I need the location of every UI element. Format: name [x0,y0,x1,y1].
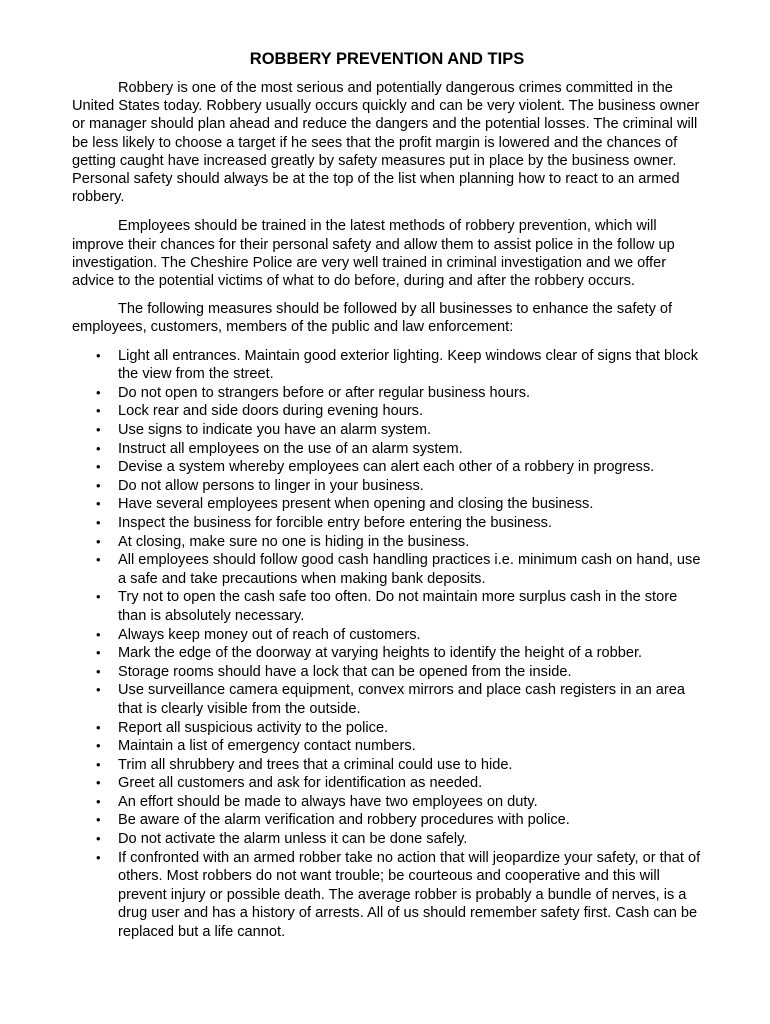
bullet-icon: • [96,514,101,530]
list-item-text: Devise a system whereby employees can alert each other of a robbery in progress. [118,459,655,476]
list-item-text: Have several employees present when opening and closing the business. [118,496,594,513]
list-item-text: If confronted with an armed robber take no action that will jeopardize your safety, or that of others. Most robbers do not want trouble; be courteous and cooperative and this will prevent injury or possible death. The average robber is probably a bundle of nerves, is a drug user and has a history of arrests. All of us should remember safety first. Cash can be replaced but a life cannot. [118,849,701,941]
list-item [72,514,702,533]
bullet-icon: • [96,738,101,754]
list-item-text: Maintain a list of emergency contact numbers. [118,738,416,755]
list-item-text: Do not activate the alarm unless it can be done safely. [118,831,468,848]
bullet-icon: • [96,533,101,549]
intro-paragraph: Robbery is one of the most serious and potentially dangerous crimes committed in the United States today. Robbery usually occurs quickly and can be very violent. The business owner or manager should plan ahead and reduce the dangers and the potential losses. The criminal will be less likely to choose a target if he sees that the profit margin is lowered and the chances of getting caught have increased greatly by safety measures put in place by the business owner. Personal safety should always be at the top of the list when planning how to react to an armed robbery. [72,80,700,206]
bullet-icon: • [96,793,101,809]
bullet-icon: • [96,849,101,865]
list-item [72,811,702,830]
bullet-icon: • [96,347,101,363]
document-title: ROBBERY PREVENTION AND TIPS [249,50,525,68]
list-item [72,830,702,849]
list-item-text: Try not to open the cash safe too often. Do not maintain more surplus cash in the store than is absolutely necessary. [118,589,678,624]
measures-intro-paragraph: The following measures should be followed by all businesses to enhance the safety of employees, customers, members of the public and law enforcement: [72,301,673,336]
list-item-text: Use signs to indicate you have an alarm system. [118,422,432,439]
list-item [72,402,702,421]
bullet-icon: • [96,403,101,419]
bullet-icon: • [96,459,101,475]
list-item [72,421,702,440]
list-item [72,793,702,812]
bullet-icon: • [96,812,101,828]
list-item [72,440,702,459]
list-item-text: Lock rear and side doors during evening hours. [118,403,424,420]
list-item [72,644,702,663]
bullet-icon: • [96,552,101,568]
list-item-text: Mark the edge of the doorway at varying heights to identify the height of a robber. [118,645,643,662]
list-item [72,774,702,793]
list-item-text: Be aware of the alarm verification and robbery procedures with police. [118,812,570,829]
list-item [72,737,702,756]
list-item [72,681,702,718]
bullet-icon: • [96,831,101,847]
list-item-text: Do not allow persons to linger in your business. [118,477,424,494]
list-item-text: An effort should be made to always have two employees on duty. [118,793,538,810]
list-item [72,477,702,496]
bullet-icon: • [96,663,101,679]
safety-measures-list [72,347,702,942]
list-item [72,626,702,645]
bullet-icon: • [96,626,101,642]
list-item-text: Do not open to strangers before or after regular business hours. [118,384,531,401]
bullet-icon: • [96,756,101,772]
list-item [72,384,702,403]
list-item [72,347,702,384]
list-item-text: Use surveillance camera equipment, convex mirrors and place cash registers in an area that is clearly visible from the outside. [118,682,685,717]
bullet-icon: • [96,496,101,512]
bullet-icon: • [96,775,101,791]
list-item-text: Trim all shrubbery and trees that a criminal could use to hide. [118,756,513,773]
list-item [72,495,702,514]
list-item [72,588,702,625]
list-item-text: Greet all customers and ask for identification as needed. [118,775,483,792]
list-item [72,551,702,588]
list-item-text: Storage rooms should have a lock that can be opened from the inside. [118,663,572,680]
list-item [72,458,702,477]
list-item [72,756,702,775]
list-item-text: At closing, make sure no one is hiding in the business. [118,533,470,550]
list-item-text: All employees should follow good cash handling practices i.e. minimum cash on hand, use a safe and take precautions when making bank deposits. [118,552,701,587]
document-page [72,49,702,942]
list-item [72,719,702,738]
bullet-icon: • [96,477,101,493]
bullet-icon: • [96,645,101,661]
bullet-icon: • [96,440,101,456]
bullet-icon: • [96,422,101,438]
list-item [72,849,702,942]
bullet-icon: • [96,384,101,400]
bullet-icon: • [96,719,101,735]
list-item-text: Always keep money out of reach of customers. [118,626,421,643]
list-item-text: Report all suspicious activity to the police. [118,719,389,736]
list-item-text: Inspect the business for forcible entry before entering the business. [118,514,553,531]
bullet-icon: • [96,682,101,698]
training-paragraph: Employees should be trained in the latest methods of robbery prevention, which will improve their chances for their personal safety and allow them to assist police in the follow up investigation. The Cheshire Police are very well trained in criminal investigation and we offer advice to the potential victims of what to do before, during and after the robbery occurs. [72,218,675,290]
list-item [72,663,702,682]
list-item-text: Light all entrances. Maintain good exterior lighting. Keep windows clear of signs that block the view from the street. [118,347,699,383]
list-item-text: Instruct all employees on the use of an alarm system. [118,440,463,457]
list-item [72,533,702,552]
bullet-icon: • [96,589,101,605]
